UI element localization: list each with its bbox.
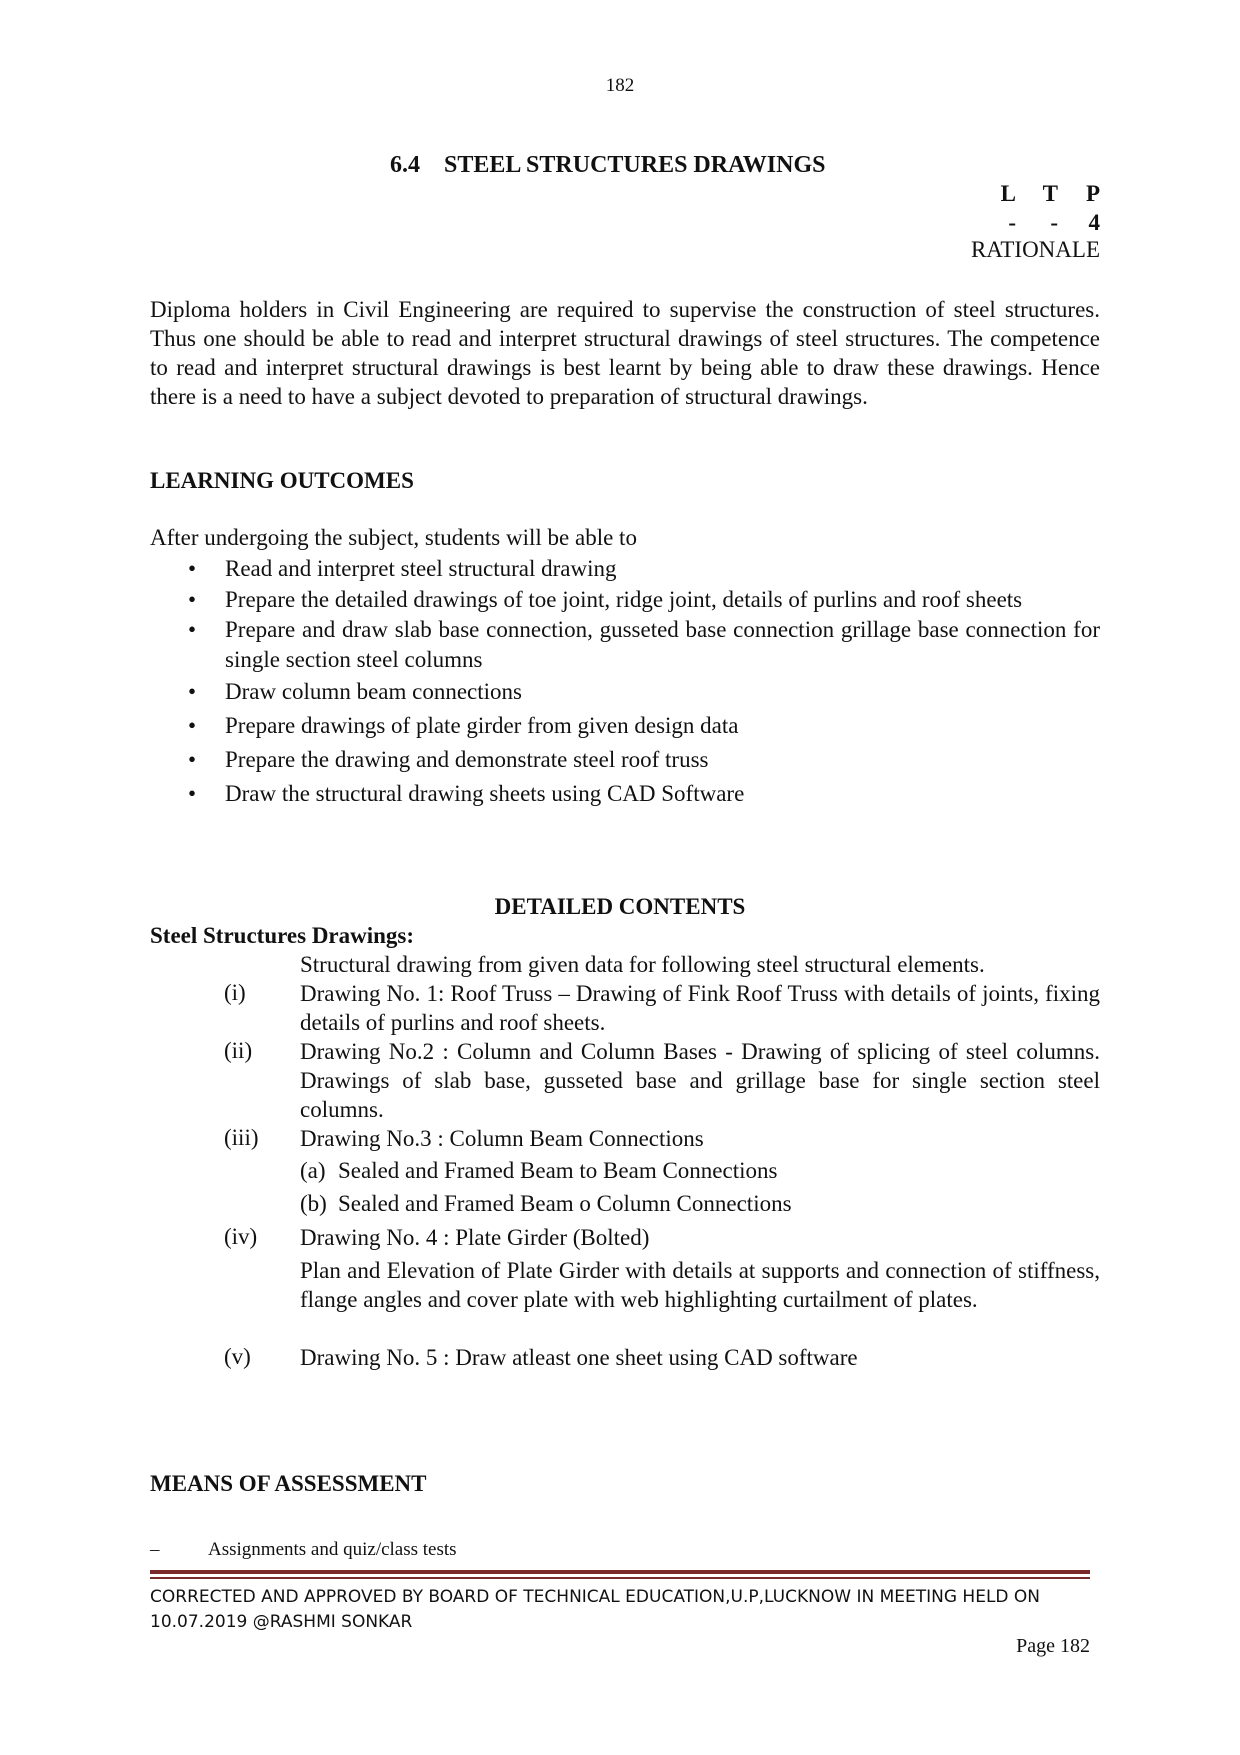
assessment-text: Assignments and quiz/class tests bbox=[208, 1539, 457, 1560]
drawing-item-5 bbox=[150, 1343, 1100, 1372]
bullet-icon: • bbox=[188, 556, 197, 581]
learning-outcomes-heading: LEARNING OUTCOMES bbox=[150, 468, 414, 493]
sub-item-b bbox=[300, 1190, 1100, 1219]
ltp-t-value: - bbox=[1050, 209, 1058, 235]
list-item: • Draw column beam connections bbox=[150, 675, 1100, 709]
sub-item-a bbox=[300, 1157, 1100, 1186]
item-detail-text: Plan and Elevation of Plate Girder with details at supports and connection of stiffness, flange angles and cover plate with web highlighting curtailment of plates. bbox=[300, 1258, 1100, 1312]
drawing-item-3 bbox=[150, 1124, 1100, 1153]
list-item: • Read and interpret steel structural drawing bbox=[150, 552, 1100, 586]
bullet-icon: • bbox=[188, 781, 197, 806]
sub-item-marker: (a) bbox=[300, 1158, 326, 1183]
item-text: Drawing No. 1: Roof Truss – Drawing of Fink Roof Truss with details of joints, fixing details of purlins and roof sheets. bbox=[300, 981, 1100, 1035]
ltp-block bbox=[950, 180, 1100, 238]
steel-structures-drawings-heading: Steel Structures Drawings: bbox=[150, 923, 415, 948]
footer-note: CORRECTED AND APPROVED BY BOARD OF TECHNICAL EDUCATION,U.P,LUCKNOW IN MEETING HELD ON 10.07.2019 @RASHMI SONKAR bbox=[150, 1587, 1041, 1632]
list-item: • Prepare the drawing and demonstrate steel roof truss bbox=[150, 743, 1100, 777]
ltp-l-value: - bbox=[1008, 209, 1016, 235]
ltp-l: L bbox=[1000, 181, 1016, 206]
list-item: • Prepare the detailed drawings of toe joint, ridge joint, details of purlins and roof sheets bbox=[150, 583, 1100, 615]
bullet-icon: • bbox=[188, 679, 197, 704]
ltp-p: P bbox=[1085, 181, 1100, 206]
list-item: • Prepare and draw slab base connection, gusseted base connection grillage base connection for single section steel columns bbox=[150, 613, 1100, 675]
footer-divider-thin bbox=[150, 1577, 1090, 1579]
page-title bbox=[390, 150, 825, 180]
item-text: Drawing No. 5 : Draw atleast one sheet using CAD software bbox=[300, 1345, 858, 1370]
item-numeral: (ii) bbox=[224, 1038, 253, 1063]
ltp-p-value: 4 bbox=[1088, 209, 1100, 235]
assessment-item bbox=[150, 1538, 457, 1562]
learning-outcomes-list bbox=[150, 552, 1100, 811]
drawing-item-1 bbox=[150, 979, 1100, 1037]
page-number-top: 182 bbox=[605, 75, 635, 96]
list-item: • Prepare drawings of plate girder from given design data bbox=[150, 709, 1100, 743]
sub-item-text: Sealed and Framed Beam o Column Connections bbox=[338, 1191, 792, 1216]
drawing-item-4 bbox=[150, 1223, 1100, 1252]
drawing-item-4-detail bbox=[150, 1256, 1100, 1314]
item-text: Drawing No.2 : Column and Column Bases - Drawing of splicing of steel columns. Drawings of slab base, gusseted base and grillage base for single section steel columns. bbox=[300, 1039, 1100, 1122]
drawing-item-2 bbox=[150, 1037, 1100, 1124]
ltp-values-row bbox=[950, 209, 1100, 238]
bullet-icon: • bbox=[188, 713, 197, 738]
detailed-contents-heading: DETAILED CONTENTS bbox=[494, 894, 746, 919]
item-text: Drawing No. 4 : Plate Girder (Bolted) bbox=[300, 1225, 650, 1250]
rationale-heading: RATIONALE bbox=[970, 237, 1100, 262]
footer-divider bbox=[150, 1570, 1090, 1574]
section-title: STEEL STRUCTURES DRAWINGS bbox=[444, 152, 826, 178]
rationale-paragraph: Diploma holders in Civil Engineering are required to supervise the construction of steel structures. Thus one should be able to read and interpret structural drawings of steel structures. The competence to read and interpret structural drawings is best learnt by being able to draw these drawings. Hence there is a need to have a subject devoted to preparation of structural drawings. bbox=[150, 297, 1100, 409]
learning-outcomes-intro: After undergoing the subject, students will be able to bbox=[150, 525, 637, 550]
sub-item-text: Sealed and Framed Beam to Beam Connections bbox=[338, 1158, 778, 1183]
item-text: Drawing No.3 : Column Beam Connections bbox=[300, 1126, 704, 1151]
footer-page-number: Page 182 bbox=[1016, 1635, 1090, 1657]
ltp-header-row bbox=[950, 180, 1100, 209]
list-item: • Draw the structural drawing sheets using CAD Software bbox=[150, 777, 1100, 811]
sub-item-marker: (b) bbox=[300, 1191, 327, 1216]
item-numeral: (iii) bbox=[224, 1125, 259, 1150]
item-numeral: (iv) bbox=[224, 1224, 258, 1249]
dash-icon: – bbox=[150, 1539, 160, 1560]
item-numeral: (v) bbox=[224, 1344, 251, 1369]
item-numeral: (i) bbox=[224, 980, 246, 1005]
detailed-contents-intro: Structural drawing from given data for following steel structural elements. bbox=[300, 952, 985, 977]
means-of-assessment-heading: MEANS OF ASSESSMENT bbox=[150, 1471, 427, 1496]
bullet-icon: • bbox=[188, 587, 197, 612]
bullet-icon: • bbox=[188, 617, 197, 642]
bullet-icon: • bbox=[188, 747, 197, 772]
ltp-t: T bbox=[1042, 181, 1058, 206]
section-number: 6.4 bbox=[390, 152, 420, 178]
